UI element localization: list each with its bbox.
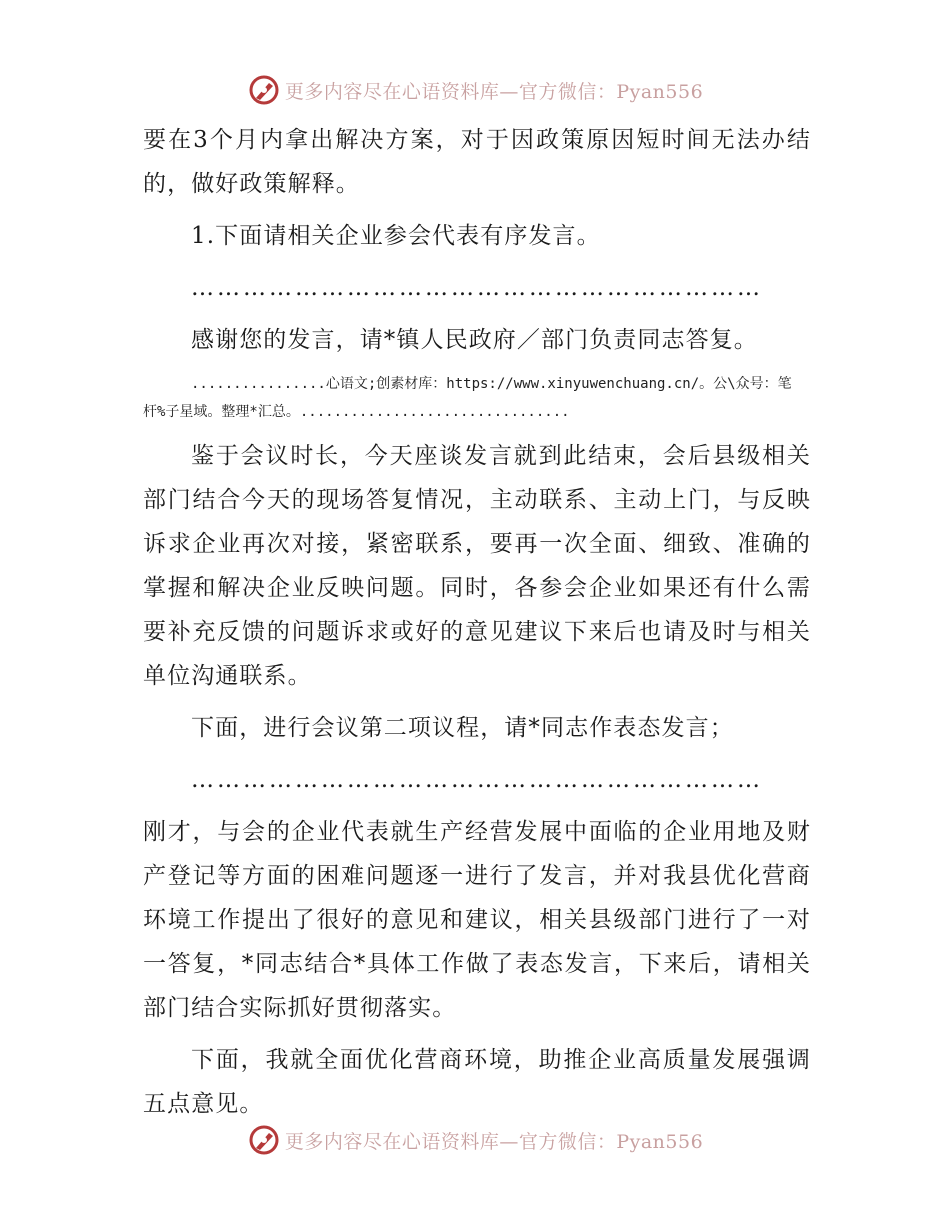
- pen-logo-icon: [247, 73, 281, 107]
- pen-logo-icon: [247, 1123, 281, 1157]
- paragraph-2: 1.下面请相关企业参会代表有序发言。: [191, 223, 601, 249]
- footer-banner-text: 更多内容尽在心语资料库—官方微信：Pyan556: [284, 1130, 704, 1153]
- document-body: [143, 118, 811, 1134]
- header-banner: [0, 70, 950, 110]
- paragraph-6: 刚才，与会的企业代表就生产经营发展中面临的企业用地及财产登记等方面的困难问题逐一进行了发言，并对我县优化营商环境工作提出了很好的意见和建议，相关县级部门进行了一对一答复，*同志结合*具体工作做了表态发言，下来后，请相关部门结合实际抓好贯彻落实。: [143, 819, 811, 1021]
- ellipsis-line-2: …………………………………………………………: [191, 767, 763, 793]
- source-note: ................心语文;创素材库：https://www.xinyuwenchuang.cn/。公\众号：笔杆%子星域。整理*汇总。................................: [143, 376, 792, 420]
- footer-banner: [0, 1120, 950, 1160]
- paragraph-1: 要在3个月内拿出解决方案，对于因政策原因短时间无法办结的，做好政策解释。: [143, 127, 811, 197]
- paragraph-5: 下面，进行会议第二项议程，请*同志作表态发言；: [191, 715, 734, 741]
- paragraph-3: 感谢您的发言，请*镇人民政府／部门负责同志答复。: [191, 327, 758, 353]
- paragraph-7: 下面，我就全面优化营商环境，助推企业高质量发展强调五点意见。: [143, 1047, 811, 1117]
- header-banner-text: 更多内容尽在心语资料库—官方微信：Pyan556: [284, 80, 704, 103]
- paragraph-4: 鉴于会议时长，今天座谈发言就到此结束，会后县级相关部门结合今天的现场答复情况，主动联系、主动上门，与反映诉求企业再次对接，紧密联系，要再一次全面、细致、准确的掌握和解决企业反映问题。同时，各参会企业如果还有什么需要补充反馈的问题诉求或好的意见建议下来后也请及时与相关单位沟通联系。: [143, 443, 811, 689]
- ellipsis-line-1: …………………………………………………………: [191, 275, 763, 301]
